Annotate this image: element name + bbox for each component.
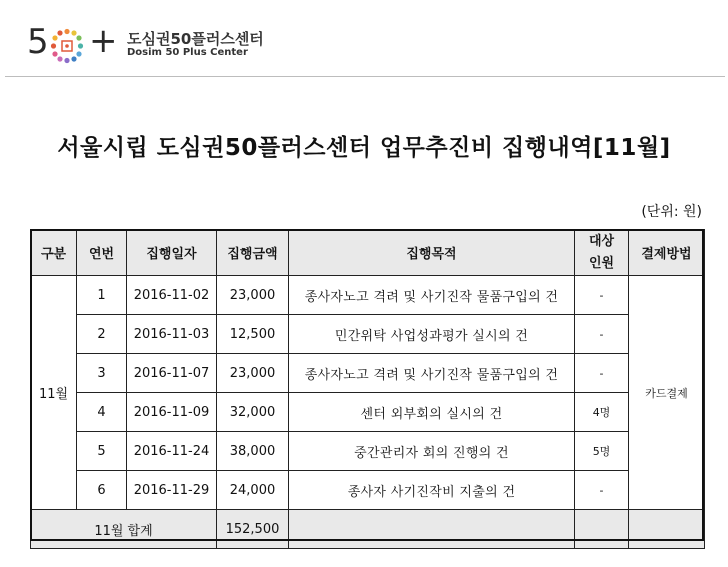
- unit-note: (단위: 원): [641, 204, 702, 220]
- total-target-empty: [575, 510, 629, 549]
- header-purpose: 집행목적: [289, 230, 575, 276]
- row-target: -: [575, 315, 629, 354]
- row-target: 5명: [575, 432, 629, 471]
- category-cell: 11월: [31, 276, 77, 510]
- total-payment-empty: [629, 510, 705, 549]
- total-amount: 152,500: [217, 510, 289, 549]
- row-date: 2016-11-07: [127, 354, 217, 393]
- row-no: 1: [77, 276, 127, 315]
- header-category: 구분: [31, 230, 77, 276]
- row-amount: 32,000: [217, 393, 289, 432]
- row-target: -: [575, 354, 629, 393]
- table-row: [31, 315, 705, 354]
- row-purpose: 민간위탁 사업성과평가 실시의 건: [289, 315, 575, 354]
- table-row: [31, 471, 705, 510]
- row-date: 2016-11-09: [127, 393, 217, 432]
- header-date: 집행일자: [127, 230, 217, 276]
- table-row: [31, 393, 705, 432]
- row-date: 2016-11-24: [127, 432, 217, 471]
- row-date: 2016-11-03: [127, 315, 217, 354]
- header-amount: 집행금액: [217, 230, 289, 276]
- row-no: 2: [77, 315, 127, 354]
- payment-cell: 카드결제: [629, 276, 705, 510]
- org-name: 도심권50플러스센터: [127, 30, 264, 48]
- total-row: [31, 510, 705, 549]
- row-amount: 23,000: [217, 276, 289, 315]
- logo-number: 5: [27, 22, 49, 62]
- row-purpose: 종사자노고 격려 및 사기진작 물품구입의 건: [289, 354, 575, 393]
- expense-table: [30, 229, 705, 549]
- row-target: -: [575, 471, 629, 510]
- row-amount: 24,000: [217, 471, 289, 510]
- row-amount: 23,000: [217, 354, 289, 393]
- row-amount: 38,000: [217, 432, 289, 471]
- header-no: 연번: [77, 230, 127, 276]
- row-amount: 12,500: [217, 315, 289, 354]
- row-no: 3: [77, 354, 127, 393]
- total-purpose-empty: [289, 510, 575, 549]
- org-name-en: Dosim 50 Plus Center: [127, 47, 248, 58]
- row-target: -: [575, 276, 629, 315]
- row-purpose: 중간관리자 회의 진행의 건: [289, 432, 575, 471]
- table-header-row: [31, 230, 705, 276]
- row-purpose: 종사자노고 격려 및 사기진작 물품구입의 건: [289, 276, 575, 315]
- logo-dots-icon: [49, 28, 85, 64]
- table-row: [31, 276, 705, 315]
- header-target: 대상 인원: [575, 230, 629, 276]
- header-divider: [5, 76, 725, 77]
- row-purpose: 종사자 사기진작비 지출의 건: [289, 471, 575, 510]
- row-target: 4명: [575, 393, 629, 432]
- header-payment: 결제방법: [629, 230, 705, 276]
- row-no: 6: [77, 471, 127, 510]
- row-no: 5: [77, 432, 127, 471]
- row-purpose: 센터 외부회의 실시의 건: [289, 393, 575, 432]
- total-label: 11월 합계: [31, 510, 217, 549]
- table-row: [31, 432, 705, 471]
- row-no: 4: [77, 393, 127, 432]
- table-row: [31, 354, 705, 393]
- document-title: 서울시립 도심권50플러스센터 업무추진비 집행내역[11월]: [57, 135, 671, 161]
- row-date: 2016-11-02: [127, 276, 217, 315]
- logo-plus: +: [89, 21, 118, 61]
- row-date: 2016-11-29: [127, 471, 217, 510]
